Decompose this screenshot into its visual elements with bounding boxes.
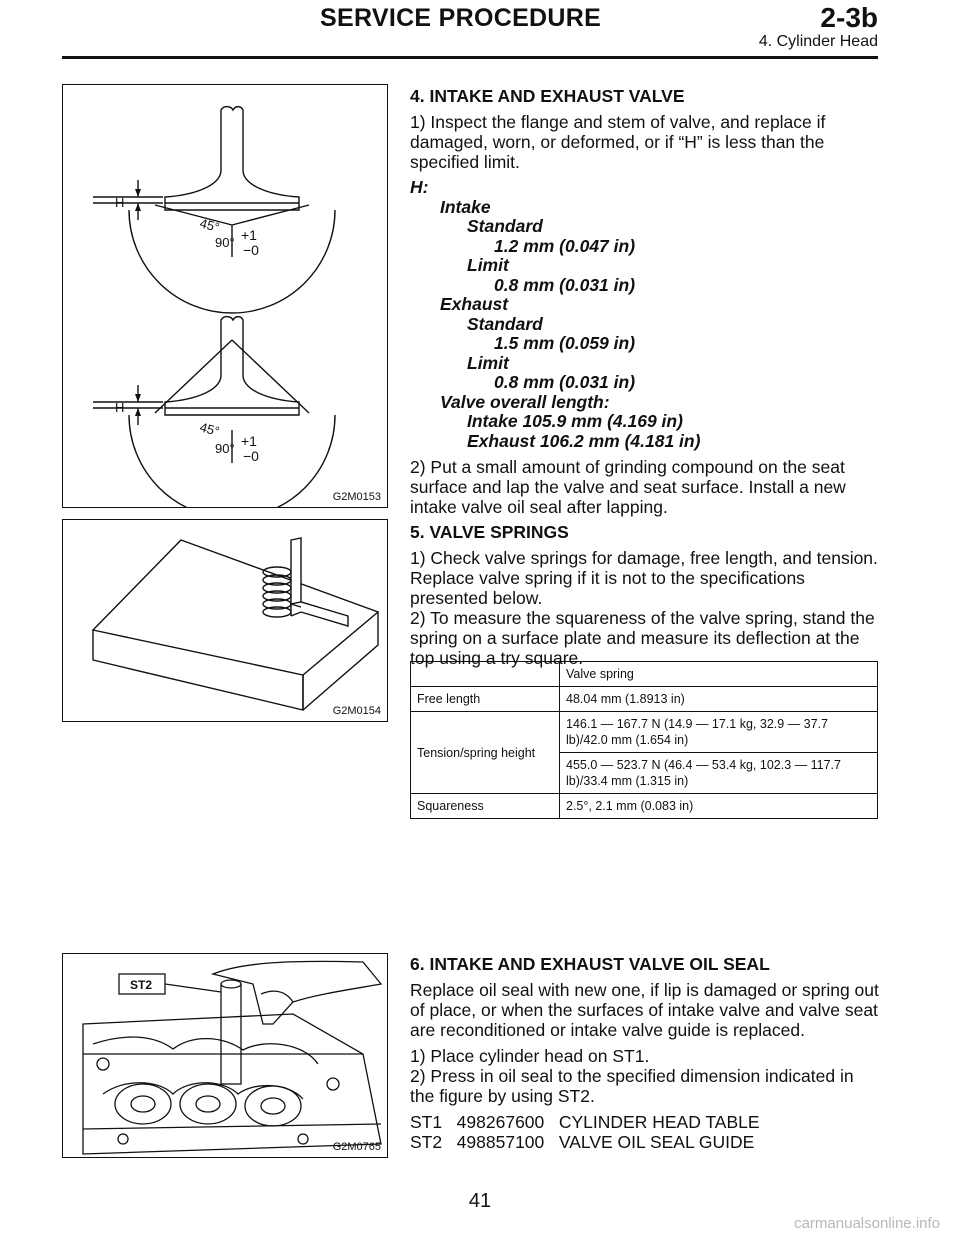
tool-line-1: ST1 498267600 CYLINDER HEAD TABLE	[410, 1112, 760, 1132]
table-cell-value: 455.0 — 523.7 N (46.4 — 53.4 kg, 102.3 — 117.7 lb)/33.4 mm (1.315 in)	[560, 753, 878, 794]
label-45-lower: 45°	[198, 419, 222, 439]
table-cell-value: 2.5°, 2.1 mm (0.083 in)	[560, 794, 878, 819]
spring-illustration	[63, 520, 387, 721]
section-valve-springs	[410, 522, 880, 674]
label-tol-minus-lower: −0	[243, 448, 259, 464]
spec-overall-intake: Intake 105.9 mm (4.169 in)	[467, 411, 683, 431]
spec-intake-standard-value: 1.2 mm (0.047 in)	[494, 235, 636, 256]
label-st2: ST2	[130, 978, 153, 992]
label-tol-minus-upper: −0	[243, 242, 259, 258]
page-number: 41	[468, 1190, 492, 1212]
spec-intake-limit-value: 0.8 mm (0.031 in)	[494, 274, 636, 295]
subsection-title: 4. Cylinder Head	[758, 33, 878, 50]
oil-seal-illustration	[63, 954, 387, 1157]
section-heading: 4. INTAKE AND EXHAUST VALVE	[410, 86, 685, 106]
spec-exhaust-standard-value: 1.5 mm (0.059 in)	[494, 333, 636, 353]
table-row	[411, 712, 878, 753]
figure-spring-squareness	[62, 519, 388, 722]
spec-exhaust-limit: Limit	[467, 352, 509, 373]
page-header	[0, 0, 960, 60]
step-1: 1) Place cylinder head on ST1.	[410, 1046, 650, 1066]
table-cell-label: Tension/spring height	[411, 712, 560, 794]
label-45-upper: 45°	[198, 215, 222, 235]
step-1: 1) Check valve springs for damage, free length, and tension. Replace valve spring if it is not to the specifications presented below.	[410, 548, 878, 608]
intro: Replace oil seal with new one, if lip is damaged or spring out of place, or when the surfaces of intake valve and valve seat are reconditioned or intake valve guide is replaced.	[410, 980, 879, 1040]
label-h-lower: H	[115, 400, 125, 415]
label-tol-plus-upper: +1	[241, 227, 257, 243]
header-rule	[62, 56, 878, 59]
table-cell-empty	[411, 662, 560, 687]
table-cell-label: Squareness	[411, 794, 560, 819]
figure-caption: G2M0153	[332, 491, 381, 503]
spec-exhaust-limit-value: 0.8 mm (0.031 in)	[494, 372, 636, 392]
spec-overall-exhaust: Exhaust 106.2 mm (4.181 in)	[467, 430, 701, 451]
table-cell-value: 48.04 mm (1.8913 in)	[560, 687, 878, 712]
step-2: 2) Put a small amount of grinding compound on the seat surface and lap the valve and seat surface. Install a new intake valve oil seal after lapping.	[410, 457, 846, 517]
tool-line-2: ST2 498857100 VALVE OIL SEAL GUIDE	[410, 1132, 755, 1152]
spec-exhaust: Exhaust	[440, 294, 509, 314]
step-1: 1) Inspect the flange and stem of valve, and replace if damaged, worn, or deformed, or if “H” is less than the specified limit.	[410, 112, 826, 172]
label-90-lower: 90°	[215, 441, 235, 456]
step-2: 2) Press in oil seal to the specified dimension indicated in the figure by using ST2.	[410, 1066, 854, 1106]
label-h-upper: H	[115, 195, 125, 210]
table-header-cell: Valve spring	[560, 662, 878, 687]
spec-intake: Intake	[440, 196, 491, 217]
section-intake-exhaust-valve	[410, 86, 880, 523]
figure-oil-seal-install	[62, 953, 388, 1158]
table-cell-label: Free length	[411, 687, 560, 712]
watermark: carmanualsonline.info	[794, 1215, 940, 1232]
table-cell-value: 146.1 — 167.7 N (14.9 — 17.1 kg, 32.9 — 37.7 lb)/42.0 mm (1.654 in)	[560, 712, 878, 753]
valve-spring-spec-table	[410, 661, 878, 819]
section-heading: 5. VALVE SPRINGS	[410, 522, 569, 542]
step-2: 2) To measure the squareness of the valve spring, stand the spring on a surface plate and measure its deflection at the top using a try square.	[410, 608, 875, 668]
section-valve-oil-seal	[410, 954, 880, 1152]
figure-caption: G2M0154	[332, 705, 381, 717]
section-heading: 6. INTAKE AND EXHAUST VALVE OIL SEAL	[410, 954, 770, 974]
header-title: SERVICE PROCEDURE	[320, 4, 602, 32]
table-row	[411, 687, 878, 712]
spec-intake-limit: Limit	[467, 255, 509, 275]
valve-spec-list	[410, 178, 880, 451]
section-code: 2-3b	[820, 2, 878, 33]
spec-overall-length: Valve overall length:	[440, 391, 610, 412]
spec-intake-standard: Standard	[467, 216, 543, 236]
table-row	[411, 662, 878, 687]
figure-caption: G2M0765	[332, 1141, 381, 1153]
spec-exhaust-standard: Standard	[467, 313, 543, 334]
table-row	[411, 794, 878, 819]
label-tol-plus-lower: +1	[241, 433, 257, 449]
label-90-upper: 90°	[215, 235, 235, 250]
figure-valve-diagram	[62, 84, 388, 508]
valve-illustration	[63, 85, 387, 507]
spec-h: H:	[410, 177, 429, 197]
